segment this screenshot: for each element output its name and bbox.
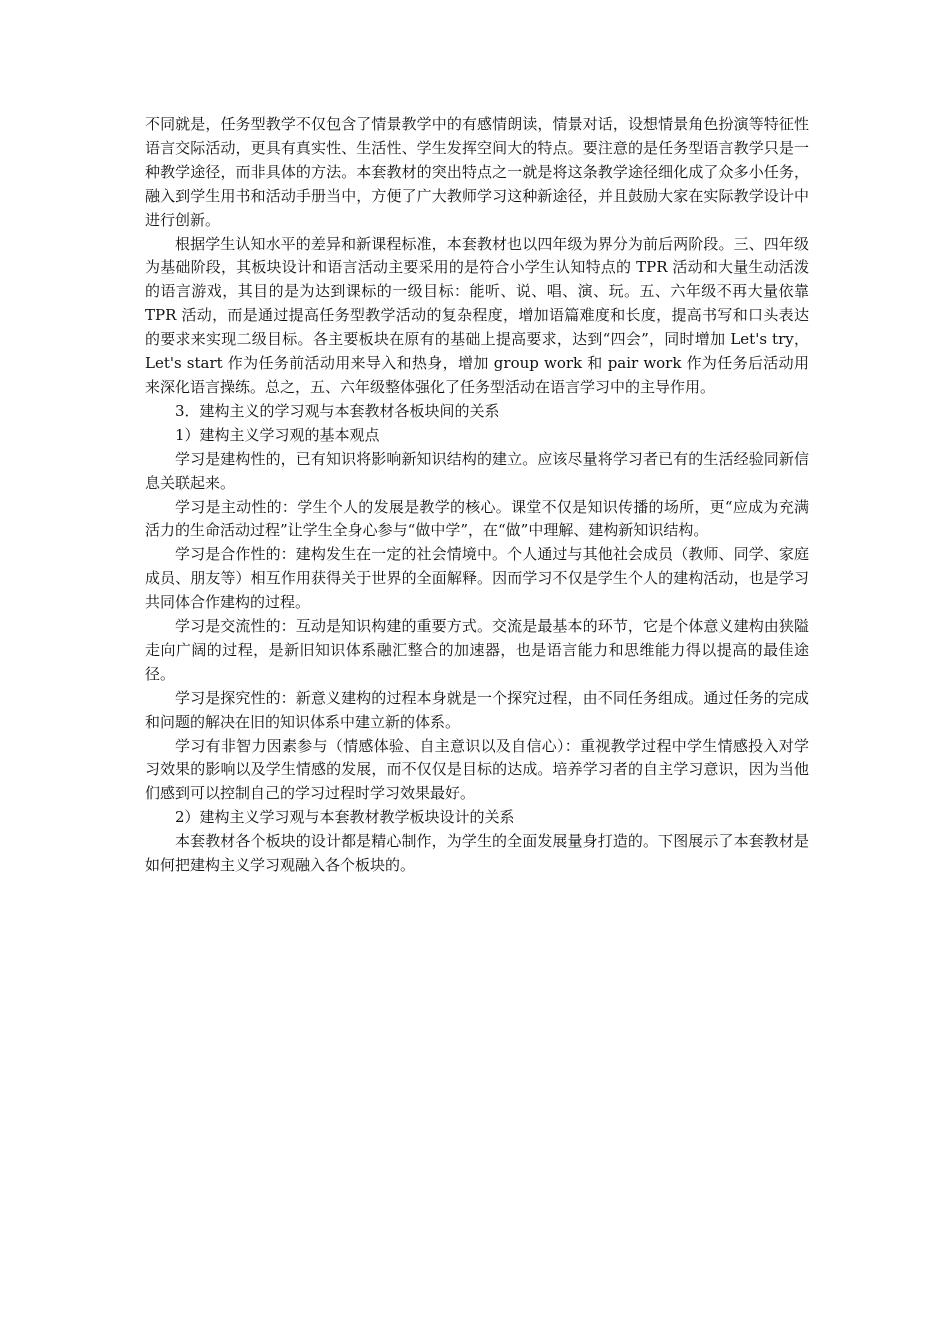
paragraph-module-design: 本套教材各个板块的设计都是精心制作，为学生的全面发展量身打造的。下图展示了本套教材是如何把建构主义学习观融入各个板块的。 — [145, 832, 809, 875]
subsection-heading-2: 2）建构主义学习观与本套教材教学板块设计的关系 — [175, 808, 515, 827]
paragraph-cooperative: 学习是合作性的：建构发生在一定的社会情境中。个人通过与其他社会成员（教师、同学、家庭成员、朋友等）相互作用获得关于世界的全面解释。因而学习不仅是学生个人的建构活动，也是学习共同体合作建构的过程。 — [145, 545, 809, 612]
paragraph-exploratory: 学习是探究性的：新意义建构的过程本身就是一个探究过程，由不同任务组成。通过任务的完成和问题的解决在旧的知识体系中建立新的体系。 — [145, 688, 809, 731]
paragraph-non-intellectual: 学习有非智力因素参与（情感体验、自主意识以及自信心）：重视教学过程中学生情感投入对学习效果的影响以及学生情感的发展，而不仅仅是目标的达成。培养学习者的自主学习意识，因为当他们感到可以控制自己的学习过程时学习效果最好。 — [145, 736, 809, 803]
paragraph-communicative: 学习是交流性的：互动是知识构建的重要方式。交流是最基本的环节，它是个体意义建构由狭隘走向广阔的过程，是新旧知识体系融汇整合的加速器，也是语言能力和思维能力得以提高的最佳途径。 — [145, 617, 809, 683]
paragraph-constructive: 学习是建构性的，已有知识将影响新知识结构的建立。应该尽量将学习者已有的生活经验同新信息关联起来。 — [145, 449, 809, 492]
subsection-heading-1: 1）建构主义学习观的基本观点 — [175, 425, 380, 444]
document-body — [145, 113, 809, 878]
paragraph-active: 学习是主动性的：学生个人的发展是教学的核心。课堂不仅是知识传播的场所，更“应成为充满活力的生命活动过程”让学生全身心参与“做中学”，在“做”中理解、建构新知识结构。 — [145, 497, 809, 540]
section-heading-3: 3．建构主义的学习观与本套教材各板块间的关系 — [175, 401, 500, 420]
paragraph-grade-stages: 根据学生认知水平的差异和新课程标准，本套教材也以四年级为界分为前后两阶段。三、四年级为基础阶段，其板块设计和语言活动主要采用的是符合小学生认知特点的 TPR 活动和大量生动活泼的语言游戏，其目的是为达到课标的一级目标：能听、说、唱、演、玩。五、六年级不再大量依靠 TPR 活动，而是通过提高任务型教学活动的复杂程度，增加语篇难度和长度，提高书写和口头表达的要求来实现二级目标。各主要板块在原有的基础上提高要求，达到“四会”，同时增加 Let's try，Let's start 作为任务前活动用来导入和热身，增加 group work 和 pair work 作为任务后活动用来深化语言操练。总之，五、六年级整体强化了任务型活动在语言学习中的主导作用。 — [145, 234, 809, 396]
paragraph-task-based-teaching: 不同就是，任务型教学不仅包含了情景教学中的有感情朗读，情景对话，设想情景角色扮演等特征性语言交际活动，更具有真实性、生活性、学生发挥空间大的特点。要注意的是任务型语言教学只是一种教学途径，而非具体的方法。本套教材的突出特点之一就是将这条教学途径细化成了众多小任务，融入到学生用书和活动手册当中，方便了广大教师学习这种新途径，并且鼓励大家在实际教学设计中进行创新。 — [145, 115, 809, 229]
